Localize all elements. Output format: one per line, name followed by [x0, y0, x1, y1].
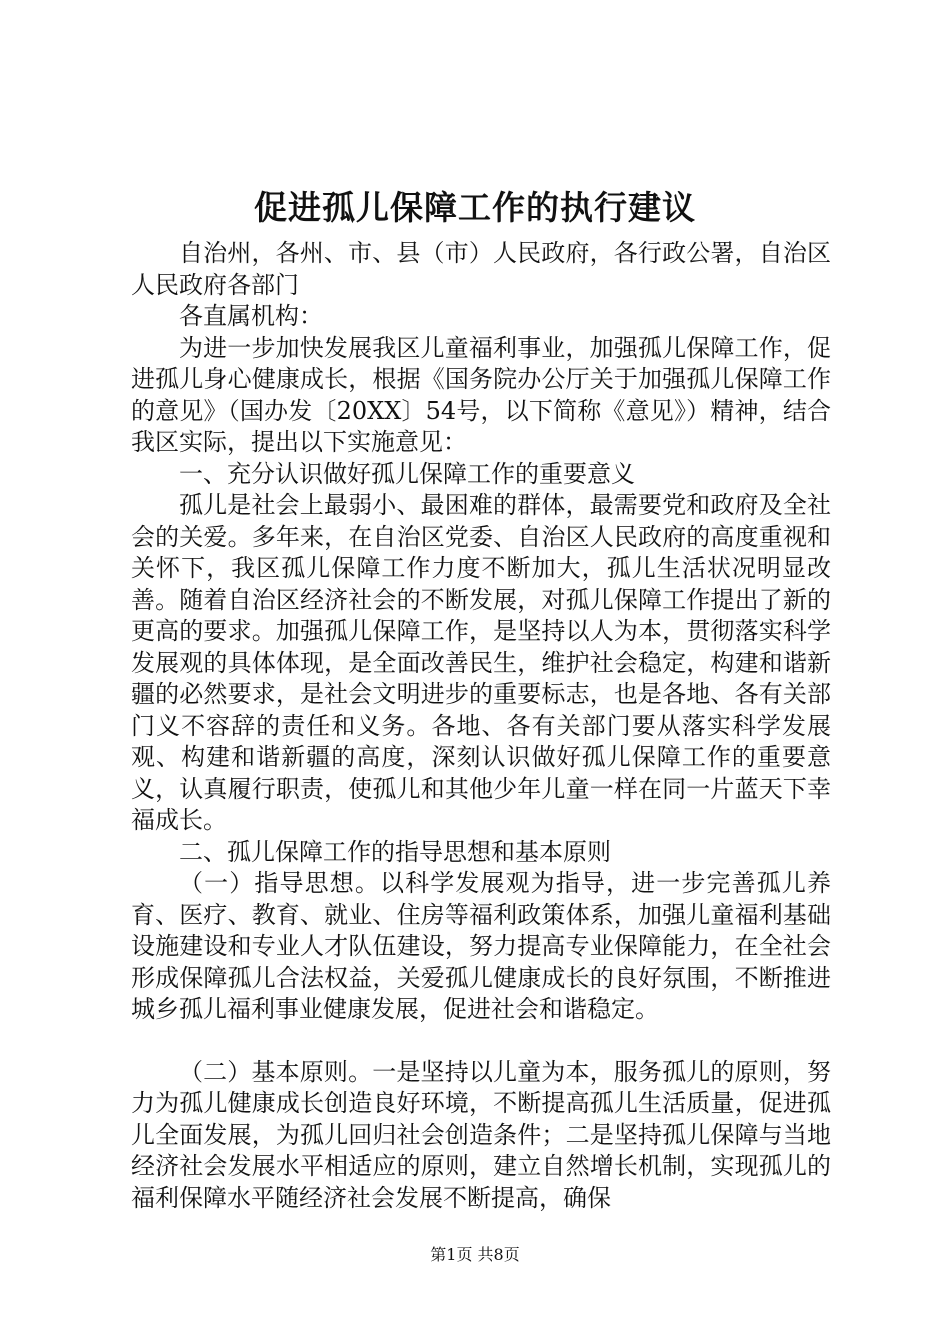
page-indicator: 第1页 共8页	[430, 1245, 520, 1264]
paragraph-intro: 为进一步加快发展我区儿童福利事业，加强孤儿保障工作，促进孤儿身心健康成长，根据《国务院办公厅关于加强孤儿保障工作的意见》（国办发〔20XX〕54号，以下简称《意见》）精神，结合我区实际，提出以下实施意见：	[131, 333, 831, 456]
paragraph-basic-principles: （二）基本原则。一是坚持以儿童为本，服务孤儿的原则，努力为孤儿健康成长创造良好环境，不断提高孤儿生活质量，促进孤儿全面发展，为孤儿回归社会创造条件；二是坚持孤儿保障与当地经济社会发展水平相适应的原则，建立自然增长机制，实现孤儿的福利保障水平随经济社会发展不断提高，确保	[131, 1057, 831, 1212]
document-body	[131, 238, 831, 1214]
paragraph-addressees-continued: 各直属机构：	[179, 302, 323, 330]
paragraph-guiding-ideology: （一）指导思想。以科学发展观为指导，进一步完善孤儿养育、医疗、教育、就业、住房等福利政策体系，加强儿童福利基础设施建设和专业人才队伍建设，努力提高专业保障能力，在全社会形成保障孤儿合法权益，关爱孤儿健康成长的良好氛围，不断推进城乡孤儿福利事业健康发展，促进社会和谐稳定。	[131, 869, 831, 1023]
paragraph-addressees: 自治州，各州、市、县（市）人民政府，各行政公署，自治区人民政府各部门	[131, 239, 831, 299]
section-heading-2: 二、孤儿保障工作的指导思想和基本原则	[179, 837, 611, 866]
section-heading-1: 一、充分认识做好孤儿保障工作的重要意义	[179, 459, 635, 488]
paragraph-significance: 孤儿是社会上最弱小、最困难的群体，最需要党和政府及全社会的关爱。多年来，在自治区党委、自治区人民政府的高度重视和关怀下，我区孤儿保障工作力度不断加大，孤儿生活状况明显改善。随着自治区经济社会的不断发展，对孤儿保障工作提出了新的更高的要求。加强孤儿保障工作，是坚持以人为本，贯彻落实科学发展观的具体体现，是全面改善民生，维护社会稳定，构建和谐新疆的必然要求，是社会文明进步的重要标志，也是各地、各有关部门义不容辞的责任和义务。各地、各有关部门要从落实科学发展观、构建和谐新疆的高度，深刻认识做好孤儿保障工作的重要意义，认真履行职责，使孤儿和其他少年儿童一样在同一片蓝天下幸福成长。	[131, 491, 831, 834]
document-title: 促进孤儿保障工作的执行建议	[254, 188, 696, 227]
